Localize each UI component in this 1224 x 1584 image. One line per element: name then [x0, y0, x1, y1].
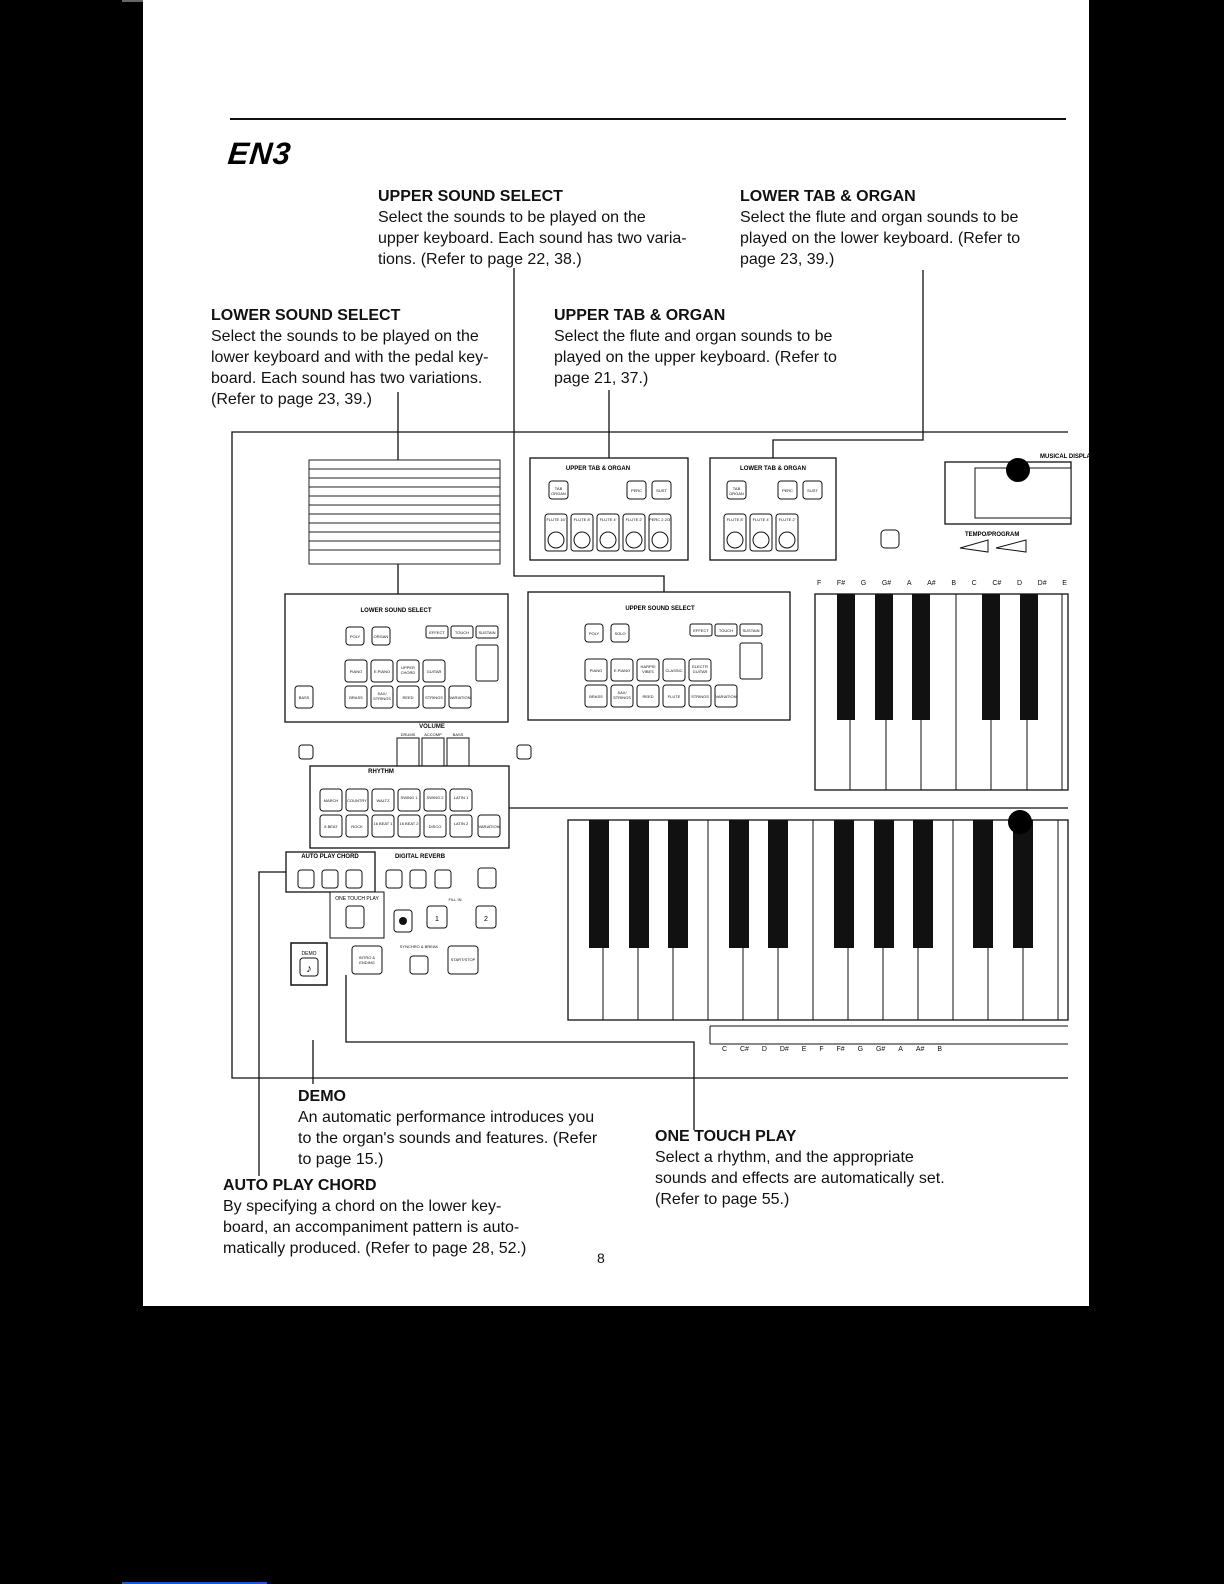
button-label: INTRO & ENDING: [358, 955, 376, 965]
key-label: C: [971, 580, 977, 587]
button-label: PERC: [630, 488, 643, 493]
key-label: D: [761, 1046, 767, 1053]
fill-in-label-2: 2: [484, 916, 488, 923]
button-label: VARIATION: [478, 824, 500, 829]
rhythm-panel: [310, 766, 509, 848]
button-label: FLUTE: [667, 694, 681, 699]
upper-tab-organ-panel: [530, 458, 688, 560]
button-label: TAB ORGAN: [551, 486, 566, 496]
button-label: TAB ORGAN: [729, 486, 744, 496]
key-label: C: [722, 1046, 728, 1053]
button-label: POLY: [588, 631, 600, 636]
lower-tab-organ-panel: [710, 458, 836, 560]
button-label: GUITAR: [426, 669, 442, 674]
button-label: UPPER CHORD: [400, 665, 416, 675]
callout-line: (Refer to page 23, 39.): [211, 391, 372, 408]
upper-keyboard: [815, 594, 1068, 790]
button-label: LATIN 1: [453, 795, 469, 800]
button-label: 16 BEAT 2: [399, 821, 419, 826]
upper-key-labels: [817, 580, 1067, 590]
button-label: ACCOMP: [424, 732, 442, 737]
key-label: D#: [779, 1046, 789, 1053]
button-label: VARIATION: [715, 694, 737, 699]
button-label: SUST: [656, 488, 667, 493]
callout-title: AUTO PLAY CHORD: [223, 1177, 377, 1194]
musical-display: [945, 454, 1094, 552]
chord-strip: [710, 1026, 1068, 1044]
button-label: TOUCH: [454, 630, 470, 635]
panel-label: ONE TOUCH PLAY: [335, 896, 379, 902]
upper-sound-select-panel: [528, 592, 790, 720]
button-label: SUSTAIN: [478, 630, 496, 635]
callout-line: page 21, 37.): [554, 370, 649, 387]
callout-line: to page 15.): [298, 1151, 384, 1168]
page-number: 8: [597, 1250, 605, 1266]
callout-line: to the organ's sounds and features. (Refer: [298, 1130, 598, 1147]
key-label: B: [937, 1046, 942, 1053]
callout-line: played on the upper keyboard. (Refer to: [554, 349, 837, 366]
callout-title: UPPER SOUND SELECT: [378, 188, 563, 205]
panel-label: VOLUME: [419, 724, 445, 730]
key-label: G: [857, 1046, 864, 1053]
button-label: SOLO: [614, 631, 626, 636]
button-label: FLUTE 2': [778, 517, 796, 522]
button-label: SYNCHRO & BREAK: [399, 944, 439, 949]
button-label: START/STOP: [450, 957, 476, 962]
panel-label: UPPER SOUND SELECT: [625, 606, 695, 612]
button-label: REED: [402, 695, 414, 700]
button-label: EFFECT: [693, 628, 709, 633]
button-label: FLUTE 4': [752, 517, 770, 522]
callout-line: upper keyboard. Each sound has two varia-: [378, 230, 687, 247]
key-label: C#: [992, 580, 1002, 587]
button-label: COUNTRY: [347, 798, 367, 803]
button-label: BRASS: [349, 695, 363, 700]
callout-line: Select the flute and organ sounds to be: [740, 209, 1019, 226]
key-label: G: [860, 580, 867, 587]
panel-label: MUSICAL DISPLAY: [1040, 454, 1095, 460]
button-label: LATIN 2: [453, 821, 469, 826]
button-label: EFFECT: [429, 630, 445, 635]
key-label: G#: [875, 1046, 886, 1053]
button-label: BASS: [452, 732, 464, 737]
demo-panel: [291, 943, 327, 985]
button-label: ELECTR GUITAR: [692, 664, 708, 674]
button-label: HARPSI VIBES: [640, 664, 656, 674]
button-label: SWING 1: [400, 795, 418, 800]
button-label: TOUCH: [718, 628, 734, 633]
button-label: SUSTAIN: [742, 628, 760, 633]
key-label: F#: [836, 1046, 845, 1053]
button-label: MARCH: [323, 798, 339, 803]
button-label: STRINGS: [425, 695, 443, 700]
button-label: SWING 2: [426, 795, 444, 800]
button-label: BASS: [298, 695, 310, 700]
button-label: BRASS: [589, 694, 603, 699]
key-label: B: [951, 580, 956, 587]
button-label: ROCK: [351, 824, 363, 829]
button-label: FILL IN: [448, 897, 462, 902]
callout-line: lower keyboard and with the pedal key-: [211, 349, 489, 366]
button-label: DRUMS: [400, 732, 416, 737]
speaker-grille: [309, 460, 500, 564]
auto-play-chord-panel: [286, 852, 496, 892]
button-label: 16 BEAT 1: [373, 821, 393, 826]
one-touch-play-panel: [330, 892, 496, 938]
callout-title: LOWER SOUND SELECT: [211, 307, 401, 324]
fill-in-label-1: 1: [435, 916, 439, 923]
button-label: 8 BEAT: [324, 824, 338, 829]
key-label: A#: [927, 580, 936, 587]
lower-keyboard: [568, 810, 1068, 1020]
model-title: EN3: [226, 136, 294, 171]
button-label: FLUTE 4': [599, 517, 617, 522]
lower-sound-select-panel: [285, 594, 508, 722]
panel-label: RHYTHM: [368, 769, 394, 775]
lower-key-labels: [722, 1046, 942, 1056]
button-label: SAX/ STRINGS: [373, 691, 391, 701]
button-label: FLUTE 2': [625, 517, 643, 522]
callout-title: UPPER TAB & ORGAN: [554, 307, 726, 324]
button-label: ORGAN: [373, 634, 389, 639]
button-label: WALTZ: [376, 798, 390, 803]
button-label: CLASSIC: [665, 668, 683, 673]
callout-title: LOWER TAB & ORGAN: [740, 188, 916, 205]
key-label: D: [1016, 580, 1022, 587]
button-label: SAX/ STRINGS: [613, 690, 631, 700]
button-label: E.PIANO: [373, 669, 391, 674]
callout-line: Select the sounds to be played on the: [378, 209, 646, 226]
key-label: E: [801, 1046, 807, 1053]
button-label: FLUTE 8': [726, 517, 744, 522]
callout-line: Select a rhythm, and the appropriate: [655, 1149, 914, 1166]
button-label: PERC 2 2/3': [649, 517, 671, 522]
callout-line: tions. (Refer to page 22, 38.): [378, 251, 582, 268]
callout-line: page 23, 39.): [740, 251, 835, 268]
panel-label: UPPER TAB & ORGAN: [565, 466, 631, 472]
panel-label: LOWER TAB & ORGAN: [740, 466, 806, 472]
key-label: F: [819, 1046, 824, 1053]
button-label: STRINGS: [691, 694, 709, 699]
key-label: A#: [915, 1046, 925, 1053]
panel-label: TEMPO/PROGRAM: [965, 532, 1020, 538]
callout-line: Select the sounds to be played on the: [211, 328, 479, 345]
key-label: G#: [881, 580, 892, 587]
button-label: PIANO: [349, 669, 363, 674]
panel-label: DIGITAL REVERB: [394, 854, 446, 860]
callout-line: (Refer to page 55.): [655, 1191, 790, 1208]
volume-sliders: [299, 724, 531, 768]
key-label: C#: [739, 1046, 749, 1053]
panel-label: AUTO PLAY CHORD: [301, 854, 359, 860]
button-label: FLUTE 16': [546, 517, 566, 522]
tremolo-button: [881, 530, 899, 548]
callout-line: An automatic performance introduces you: [298, 1109, 595, 1126]
callout-line: matically produced. (Refer to page 28, 52.): [223, 1240, 527, 1257]
button-label: E.PIANO: [613, 668, 631, 673]
button-label: PIANO: [589, 668, 603, 673]
button-label: FLUTE 8': [573, 517, 591, 522]
callout-line: board. Each sound has two variations.: [211, 370, 483, 387]
button-label: REED: [642, 694, 654, 699]
button-label: POLY: [349, 634, 361, 639]
button-label: VARIATION: [449, 695, 471, 700]
key-label: D#: [1037, 580, 1047, 587]
key-label: A: [906, 580, 912, 587]
callout-line: By specifying a chord on the lower key-: [223, 1198, 502, 1215]
callout-line: board, an accompaniment pattern is auto-: [223, 1219, 520, 1236]
key-label: F: [817, 580, 822, 587]
callout-title: DEMO: [298, 1088, 346, 1105]
button-label: PERC: [781, 488, 794, 493]
panel-label: DEMO: [301, 951, 317, 957]
callout-line: Select the flute and organ sounds to be: [554, 328, 833, 345]
callout-line: sounds and effects are automatically set.: [655, 1170, 945, 1187]
key-label: F#: [836, 580, 846, 587]
button-label: DISCO: [428, 824, 442, 829]
note-icon: ♪: [306, 963, 312, 975]
key-label: A: [898, 1046, 903, 1053]
key-label: E: [1062, 580, 1067, 587]
button-label: SUST: [807, 488, 818, 493]
callout-title: ONE TOUCH PLAY: [655, 1128, 797, 1145]
callout-line: played on the lower keyboard. (Refer to: [740, 230, 1021, 247]
panel-label: LOWER SOUND SELECT: [360, 608, 432, 614]
